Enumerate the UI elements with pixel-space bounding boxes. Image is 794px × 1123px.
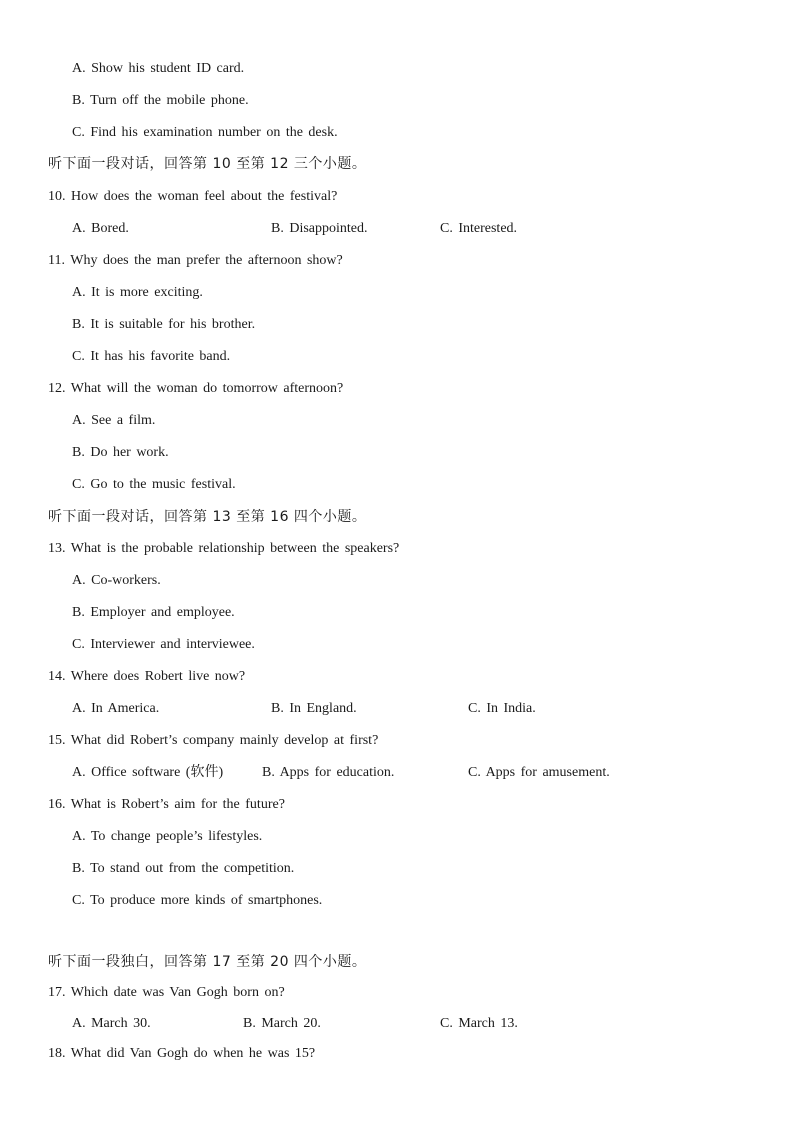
section-heading-10-12: 听下面一段对话，回答第 10 至第 12 三个小题。 bbox=[48, 156, 367, 172]
q11-option-b: B. It is suitable for his brother. bbox=[72, 317, 256, 332]
q16-option-b: B. To stand out from the competition. bbox=[72, 861, 295, 876]
q16-option-c: C. To produce more kinds of smartphones. bbox=[72, 893, 323, 908]
q16-option-a: A. To change people’s lifestyles. bbox=[72, 829, 263, 844]
q14-stem: 14. Where does Robert live now? bbox=[48, 669, 246, 684]
q18-stem: 18. What did Van Gogh do when he was 15? bbox=[48, 1046, 316, 1061]
q17-stem: 17. Which date was Van Gogh born on? bbox=[48, 985, 285, 1000]
q17-option-a: A. March 30. bbox=[72, 1016, 151, 1031]
q17-option-c: C. March 13. bbox=[440, 1016, 518, 1031]
q14-option-a: A. In America. bbox=[72, 701, 160, 716]
q12-option-a: A. See a film. bbox=[72, 413, 156, 428]
q15-option-c: C. Apps for amusement. bbox=[468, 765, 610, 780]
q12-stem: 12. What will the woman do tomorrow afternoon? bbox=[48, 381, 344, 396]
q16-stem: 16. What is Robert’s aim for the future? bbox=[48, 797, 285, 812]
q11-option-c: C. It has his favorite band. bbox=[72, 349, 231, 364]
q15-option-b: B. Apps for education. bbox=[262, 765, 395, 780]
q10-option-b: B. Disappointed. bbox=[271, 221, 368, 236]
q12-option-c: C. Go to the music festival. bbox=[72, 477, 236, 492]
q9-option-a: A. Show his student ID card. bbox=[72, 61, 245, 76]
q13-option-a: A. Co-workers. bbox=[72, 573, 161, 588]
q11-option-a: A. It is more exciting. bbox=[72, 285, 203, 300]
q9-option-c: C. Find his examination number on the desk. bbox=[72, 125, 338, 140]
q15-stem: 15. What did Robert’s company mainly develop at first? bbox=[48, 733, 379, 748]
q12-option-b: B. Do her work. bbox=[72, 445, 169, 460]
q10-stem: 10. How does the woman feel about the festival? bbox=[48, 189, 338, 204]
q15-option-a: A. Office software (软件) bbox=[72, 765, 224, 780]
section-heading-13-16: 听下面一段对话，回答第 13 至第 16 四个小题。 bbox=[48, 509, 367, 525]
q11-stem: 11. Why does the man prefer the afternoon show? bbox=[48, 253, 343, 268]
q14-option-b: B. In England. bbox=[271, 701, 357, 716]
q13-option-b: B. Employer and employee. bbox=[72, 605, 235, 620]
q10-option-c: C. Interested. bbox=[440, 221, 518, 236]
q9-option-b: B. Turn off the mobile phone. bbox=[72, 93, 249, 108]
q13-option-c: C. Interviewer and interviewee. bbox=[72, 637, 255, 652]
q14-option-c: C. In India. bbox=[468, 701, 536, 716]
q17-option-b: B. March 20. bbox=[243, 1016, 321, 1031]
q10-option-a: A. Bored. bbox=[72, 221, 129, 236]
section-heading-17-20: 听下面一段独白，回答第 17 至第 20 四个小题。 bbox=[48, 954, 367, 970]
q13-stem: 13. What is the probable relationship between the speakers? bbox=[48, 541, 400, 556]
